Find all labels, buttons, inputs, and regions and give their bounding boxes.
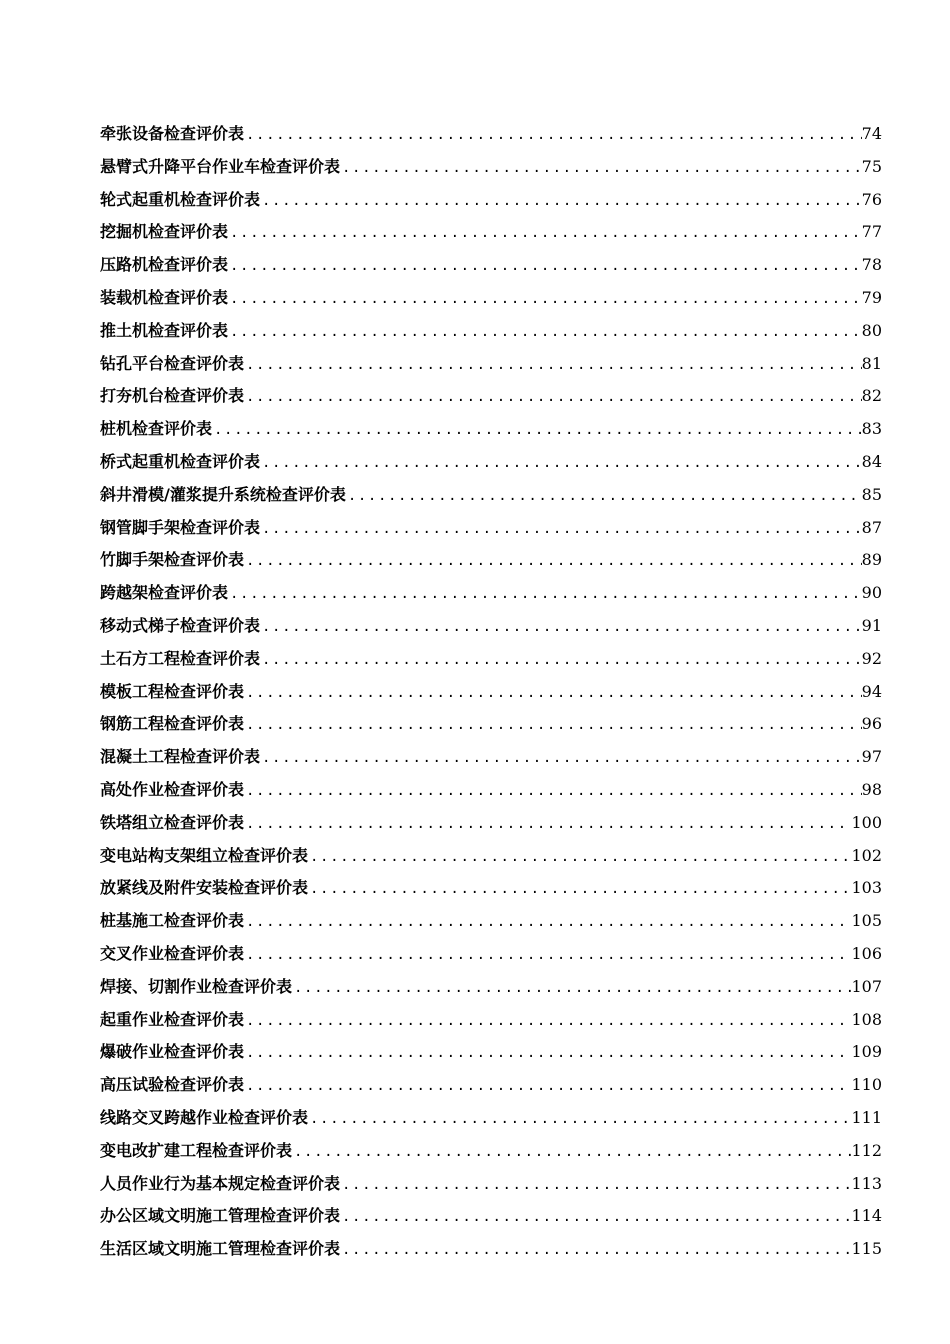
toc-entry-title: 线路交叉跨越作业检查评价表 (100, 1107, 309, 1127)
dot-leader (244, 1037, 851, 1070)
toc-entry-title: 办公区域文明施工管理检查评价表 (100, 1206, 341, 1226)
toc-entry-title: 悬臂式升降平台作业车检查评价表 (100, 156, 341, 176)
toc-entry[interactable] (100, 971, 882, 1004)
dot-leader (260, 742, 862, 775)
toc-entry[interactable] (100, 1069, 882, 1102)
dot-leader (244, 349, 862, 382)
dot-leader (260, 513, 862, 546)
toc-entry[interactable] (100, 1004, 882, 1037)
toc-entry-page-number: 78 (861, 255, 882, 275)
toc-entry-title: 变电改扩建工程检查评价表 (100, 1140, 293, 1160)
toc-entry-page-number: 107 (851, 976, 882, 996)
toc-entry-page-number: 110 (851, 1075, 882, 1095)
toc-entry-page-number: 103 (851, 878, 882, 898)
toc-entry[interactable] (100, 774, 882, 807)
toc-entry-title: 桥式起重机检查评价表 (100, 451, 261, 471)
toc-entry[interactable] (100, 348, 882, 381)
toc-entry-page-number: 92 (861, 648, 882, 668)
toc-entry-title: 桩机检查评价表 (100, 419, 213, 439)
dot-leader (244, 808, 851, 841)
toc-entry[interactable] (100, 905, 882, 938)
toc-entry[interactable] (100, 512, 882, 545)
toc-entry-title: 变电站构支架组立检查评价表 (100, 845, 309, 865)
toc-entry-title: 装载机检查评价表 (100, 287, 229, 307)
dot-leader (212, 414, 862, 447)
toc-entry-page-number: 112 (851, 1140, 882, 1160)
dot-leader (228, 578, 862, 611)
toc-entry[interactable] (100, 807, 882, 840)
toc-entry[interactable] (100, 840, 882, 873)
toc-entry[interactable] (100, 741, 882, 774)
toc-entry[interactable] (100, 216, 882, 249)
toc-entry[interactable] (100, 643, 882, 676)
toc-entry-page-number: 96 (861, 714, 882, 734)
toc-entry[interactable] (100, 1036, 882, 1069)
toc-entry-title: 交叉作业检查评价表 (100, 943, 245, 963)
toc-entry[interactable] (100, 184, 882, 217)
dot-leader (244, 709, 862, 742)
toc-entry-title: 牵张设备检查评价表 (100, 124, 245, 143)
toc-entry[interactable] (100, 577, 882, 610)
toc-entry[interactable] (100, 446, 882, 479)
toc-entry-page-number: 76 (861, 189, 882, 209)
toc-entry-page-number: 115 (851, 1239, 882, 1259)
toc-entry[interactable] (100, 249, 882, 282)
toc-entry-title: 人员作业行为基本规定检查评价表 (100, 1173, 341, 1193)
toc-entry-title: 钢筋工程检查评价表 (100, 714, 245, 734)
dot-leader (244, 119, 862, 152)
toc-entry-title: 竹脚手架检查评价表 (100, 550, 245, 570)
table-of-contents (100, 118, 882, 1266)
toc-entry[interactable] (100, 610, 882, 643)
dot-leader (244, 545, 862, 578)
toc-entry[interactable] (100, 479, 882, 512)
toc-entry-title: 放紧线及附件安装检查评价表 (100, 878, 309, 898)
toc-entry-page-number: 85 (861, 484, 882, 504)
dot-leader (244, 1070, 851, 1103)
toc-entry-title: 压路机检查评价表 (100, 255, 229, 275)
toc-entry-page-number: 90 (861, 583, 882, 603)
dot-leader (340, 1201, 851, 1234)
toc-entry-title: 起重作业检查评价表 (100, 1009, 245, 1029)
dot-leader (244, 939, 851, 972)
toc-entry-page-number: 94 (861, 681, 882, 701)
toc-entry-title: 斜井滑模/灌浆提升系统检查评价表 (100, 484, 346, 504)
toc-entry-title: 推土机检查评价表 (100, 320, 229, 340)
toc-entry-page-number: 100 (851, 812, 882, 832)
dot-leader (292, 1136, 851, 1169)
toc-entry-page-number: 106 (851, 943, 882, 963)
dot-leader (308, 1103, 851, 1136)
toc-entry-title: 爆破作业检查评价表 (100, 1042, 245, 1062)
dot-leader (244, 906, 851, 939)
dot-leader (228, 316, 862, 349)
toc-entry-page-number: 97 (861, 747, 882, 767)
toc-entry[interactable] (100, 1168, 882, 1201)
toc-entry-page-number: 91 (861, 615, 882, 635)
toc-entry-title: 钻孔平台检查评价表 (100, 353, 245, 373)
toc-entry-page-number: 80 (861, 320, 882, 340)
dot-leader (340, 1234, 851, 1267)
toc-entry[interactable] (100, 151, 882, 184)
toc-entry[interactable] (100, 413, 882, 446)
toc-entry-page-number: 89 (861, 550, 882, 570)
toc-entry-title: 高处作业检查评价表 (100, 779, 245, 799)
dot-leader (228, 217, 862, 250)
toc-entry-page-number: 83 (861, 419, 882, 439)
toc-entry[interactable] (100, 1135, 882, 1168)
toc-entry[interactable] (100, 118, 882, 151)
toc-entry-page-number: 113 (851, 1173, 882, 1193)
toc-entry-page-number: 81 (861, 353, 882, 373)
toc-entry-page-number: 79 (861, 287, 882, 307)
toc-entry-title: 焊接、切割作业检查评价表 (100, 976, 293, 996)
toc-entry[interactable] (100, 872, 882, 905)
dot-leader (308, 841, 851, 874)
toc-entry[interactable] (100, 1233, 882, 1266)
dot-leader (260, 644, 862, 677)
dot-leader (260, 611, 862, 644)
dot-leader (260, 185, 862, 218)
toc-entry-title: 模板工程检查评价表 (100, 681, 245, 701)
dot-leader (340, 152, 862, 185)
toc-entry-title: 高压试验检查评价表 (100, 1075, 245, 1095)
toc-entry-page-number: 87 (861, 517, 882, 537)
toc-entry-title: 铁塔组立检查评价表 (100, 812, 245, 832)
toc-entry-page-number: 82 (861, 386, 882, 406)
toc-entry-page-number: 84 (861, 451, 882, 471)
toc-entry[interactable] (100, 1102, 882, 1135)
toc-entry-title: 桩基施工检查评价表 (100, 911, 245, 931)
dot-leader (244, 677, 862, 710)
toc-entry-title: 轮式起重机检查评价表 (100, 189, 261, 209)
toc-entry-title: 跨越架检查评价表 (100, 583, 229, 603)
toc-entry[interactable] (100, 380, 882, 413)
toc-entry-page-number: 111 (851, 1107, 882, 1127)
toc-entry-title: 土石方工程检查评价表 (100, 648, 261, 668)
toc-entry-page-number: 74 (861, 124, 882, 143)
toc-entry-title: 挖掘机检查评价表 (100, 222, 229, 242)
toc-entry[interactable] (100, 708, 882, 741)
dot-leader (260, 447, 862, 480)
toc-entry-page-number: 109 (851, 1042, 882, 1062)
dot-leader (308, 873, 851, 906)
toc-entry[interactable] (100, 544, 882, 577)
toc-entry-title: 移动式梯子检查评价表 (100, 615, 261, 635)
toc-entry-page-number: 108 (851, 1009, 882, 1029)
toc-entry[interactable] (100, 282, 882, 315)
toc-entry[interactable] (100, 938, 882, 971)
dot-leader (346, 480, 862, 513)
dot-leader (228, 283, 862, 316)
dot-leader (244, 381, 862, 414)
toc-entry-page-number: 102 (851, 845, 882, 865)
toc-entry-title: 钢管脚手架检查评价表 (100, 517, 261, 537)
toc-entry[interactable] (100, 676, 882, 709)
toc-entry-page-number: 98 (861, 779, 882, 799)
toc-entry-title: 打夯机台检查评价表 (100, 386, 245, 406)
dot-leader (244, 775, 862, 808)
dot-leader (228, 250, 862, 283)
toc-entry-title: 生活区域文明施工管理检查评价表 (100, 1239, 341, 1259)
toc-entry[interactable] (100, 315, 882, 348)
toc-entry-page-number: 114 (851, 1206, 882, 1226)
dot-leader (340, 1169, 851, 1202)
toc-entry-page-number: 105 (851, 911, 882, 931)
toc-entry-title: 混凝土工程检查评价表 (100, 747, 261, 767)
dot-leader (292, 972, 851, 1005)
dot-leader (244, 1005, 851, 1038)
toc-entry[interactable] (100, 1200, 882, 1233)
toc-entry-page-number: 77 (861, 222, 882, 242)
toc-entry-page-number: 75 (861, 156, 882, 176)
